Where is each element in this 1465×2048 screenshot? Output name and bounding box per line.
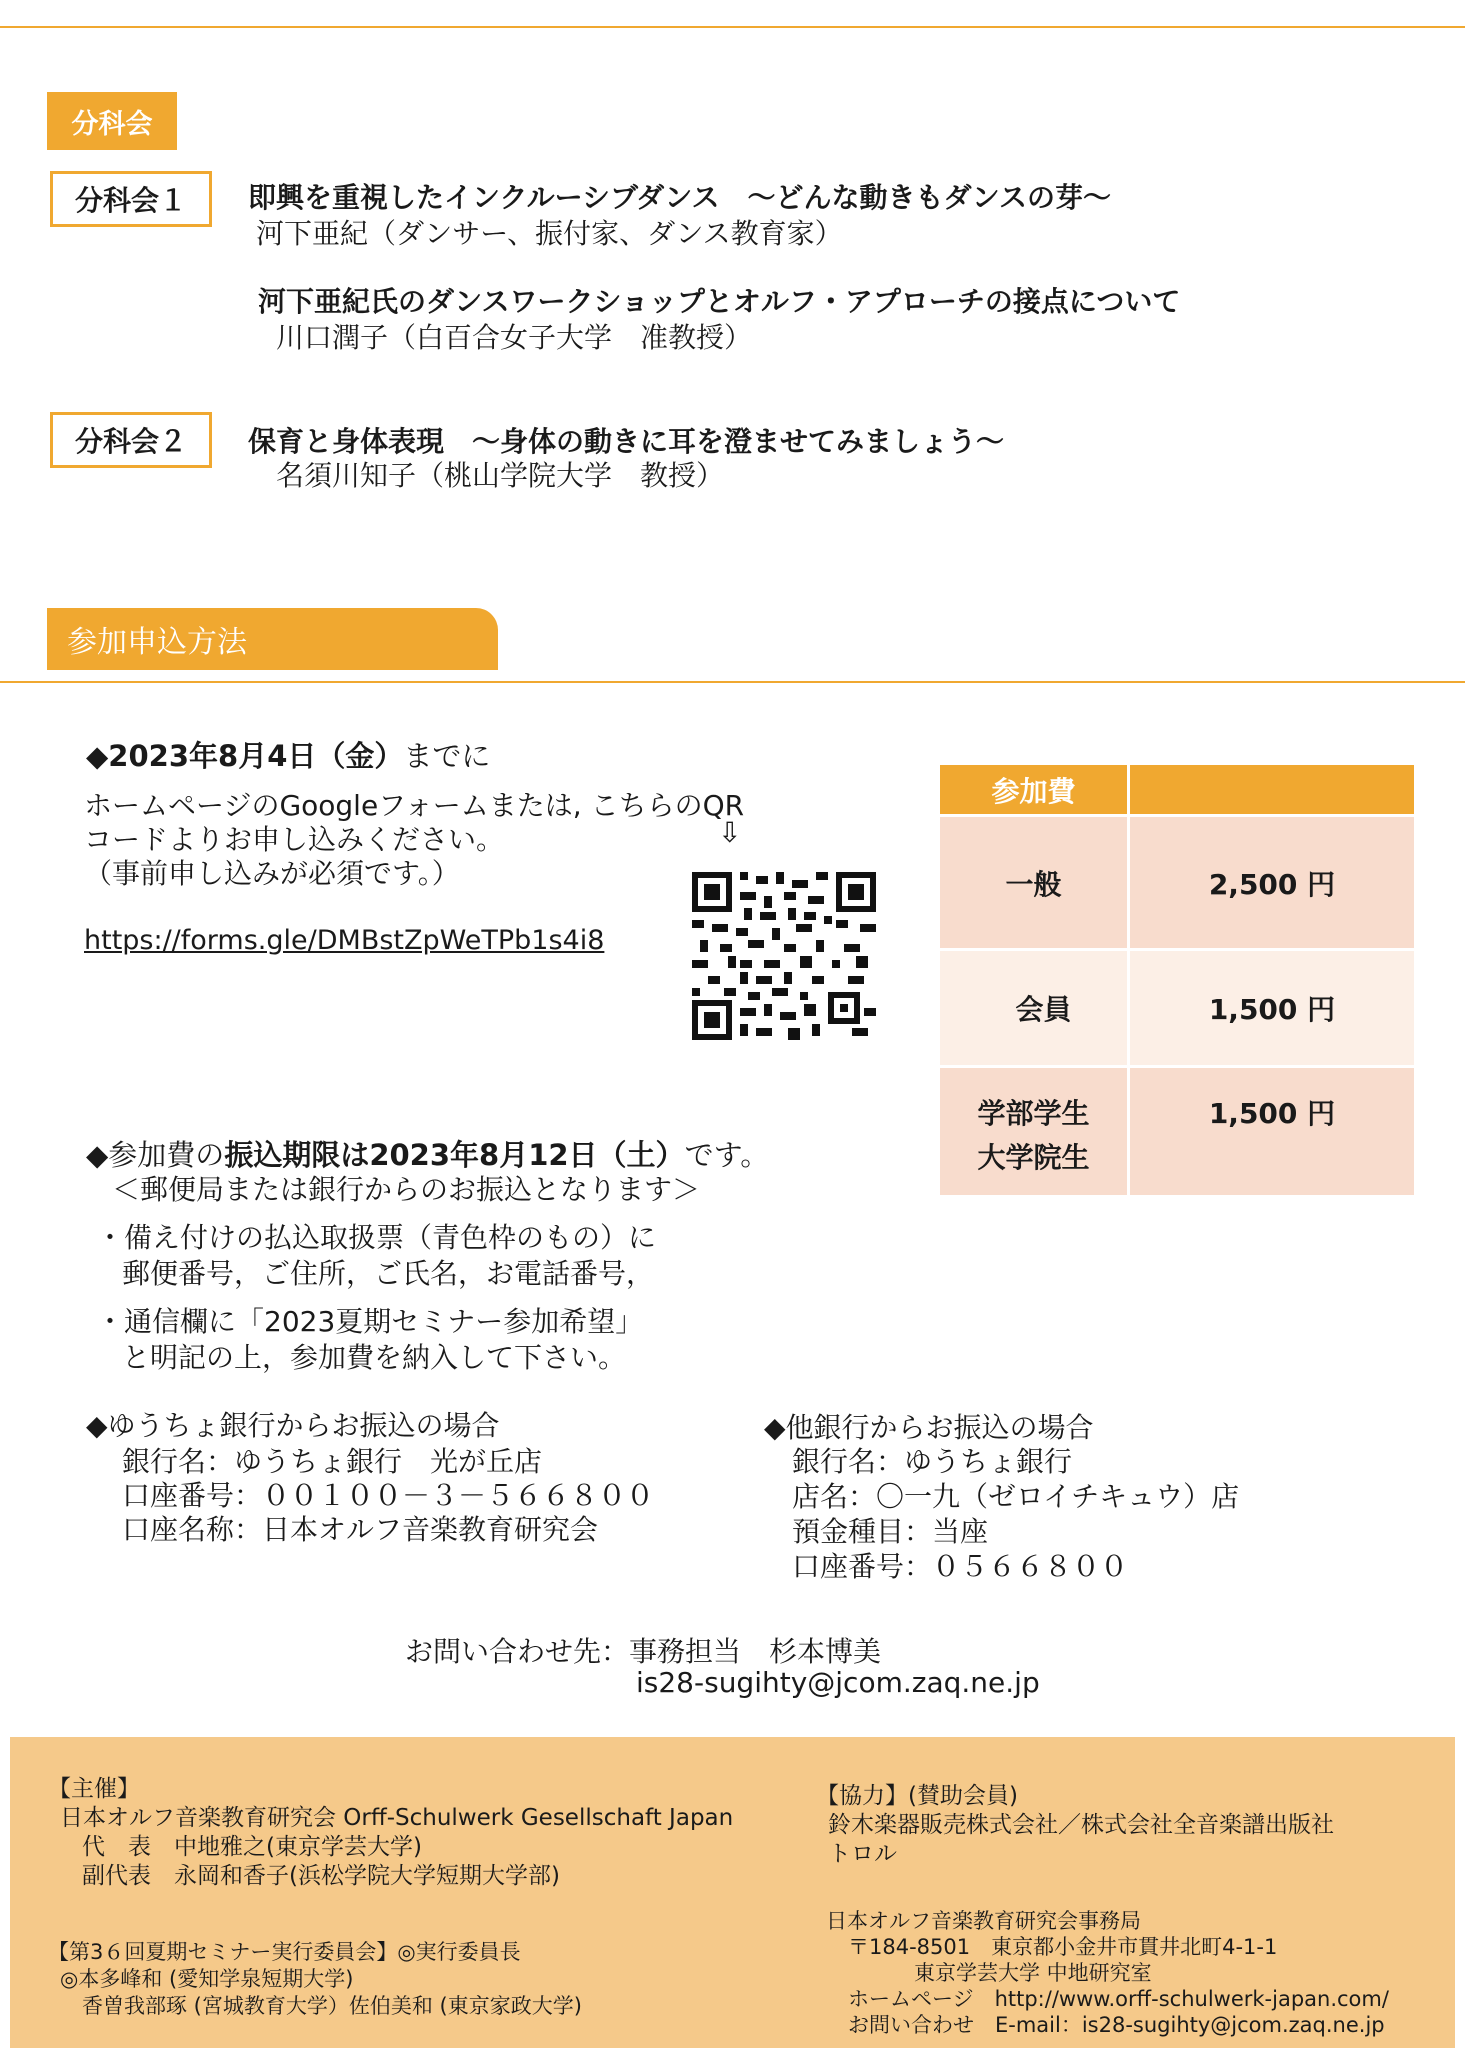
fee-label-general: 一般 [939,816,1129,950]
fee-header-empty [1129,764,1416,816]
bunkakai-1-title-2: 河下亜紀氏のダンスワークショップとオルフ・アプローチの接点について [258,285,1181,318]
fee-label-student-1: 学部学生 [977,1097,1090,1130]
support-title: 【協力】(賛助会員) [816,1783,1018,1809]
section-label-apply-text: 参加申込方法 [67,625,247,660]
qr-code-icon[interactable] [692,872,876,1040]
fee-label-student-2: 大学院生 [977,1141,1090,1174]
payment-deadline-date: 振込期限は2023年8月12日（土） [224,1138,685,1172]
apply-line-2: コードよりお申し込みください。 [84,823,505,856]
other-bank-account: 口座番号：０５６６８００ [792,1550,1129,1583]
apply-line-3: （事前申し込みが必須です。） [84,857,460,890]
host-line-2: 代 表 中地雅之(東京学芸大学) [82,1834,422,1860]
yucho-title: ◆ゆうちょ銀行からお振込の場合 [86,1409,500,1442]
office-line-3: 東京学芸大学 中地研究室 [914,1961,1152,1985]
office-homepage[interactable]: ホームページ http://www.orff-schulwerk-japan.com/ [848,1987,1389,2011]
section-label-bunkakai [47,92,177,150]
contact-email[interactable]: is28-sugihty@jcom.zaq.ne.jp [636,1666,1040,1699]
host-title: 【主催】 [48,1776,140,1802]
fee-label-member: 会員 [939,950,1129,1067]
fee-header-cell: 参加費 [939,764,1129,816]
payment-deadline-suffix: です。 [684,1138,770,1172]
apply-deadline [86,734,490,775]
committee-line-2: ◎本多峰和 (愛知学泉短期大学) [60,1967,354,1991]
fee-table-header [939,764,1416,816]
apply-deadline-suffix: までに [403,739,491,773]
fee-table [937,762,1417,1198]
other-bank-type: 預金種目：当座 [792,1515,989,1548]
bunkakai-2-label [50,412,212,468]
committee-line-3: 香曽我部琢 (宮城教育大学）佐伯美和 (東京家政大学) [82,1994,582,2018]
top-divider [0,26,1465,28]
bunkakai-2-label-text: 分科会２ [74,425,187,458]
support-line-1: 鈴木楽器販売株式会社／株式会社全音楽譜出版社 [828,1812,1334,1838]
other-bank-title: ◆他銀行からお振込の場合 [764,1411,1094,1444]
bunkakai-2-person: 名須川知子（桃山学院大学 教授） [276,459,725,492]
bunkakai-2-title: 保育と身体表現 ～身体の動きに耳を澄ませてみましょう～ [248,425,1005,458]
bunkakai-1-person-2: 川口潤子（白百合女子大学 准教授） [276,321,753,354]
apply-line-1: ホームページのGoogleフォームまたは, こちらのQR [84,789,745,822]
fee-value-member: 1,500 円 [1129,950,1416,1067]
section-label-text: 分科会 [71,108,153,140]
office-line-1: 日本オルフ音楽教育研究会事務局 [826,1909,1141,1933]
form-url-link[interactable]: https://forms.gle/DMBstZpWeTPb1s4i8 [84,925,605,956]
fee-value-general: 2,500 円 [1129,816,1416,950]
payment-deadline-prefix: ◆参加費の [86,1138,225,1172]
bunkakai-1-title: 即興を重視したインクルーシブダンス ～どんな動きもダンスの芽～ [248,181,1111,214]
yucho-account-name: 口座名称：日本オルフ音楽教育研究会 [122,1513,599,1546]
office-line-2: 〒184-8501 東京都小金井市貫井北町4-1-1 [848,1935,1278,1959]
host-line-3: 副代表 永岡和香子(浜松学院大学短期大学部) [82,1863,560,1889]
table-row [939,816,1416,950]
section-label-apply [47,608,498,670]
support-line-2: トロル [828,1841,897,1867]
yucho-bank-name: 銀行名：ゆうちょ銀行 光が丘店 [122,1445,543,1478]
payment-bullet-1b: 郵便番号，ご住所，ご氏名，お電話番号， [122,1257,655,1290]
host-line-1: 日本オルフ音楽教育研究会 Orff-Schulwerk Gesellschaft Japan [60,1805,734,1831]
yucho-account-number: 口座番号：００１００－３－５６６８００ [122,1479,655,1512]
fee-label-student [939,1067,1129,1197]
other-bank-name: 銀行名：ゆうちょ銀行 [792,1445,1073,1478]
other-bank-branch: 店名：〇一九（ゼロイチキュウ）店 [792,1480,1240,1513]
office-email[interactable]: お問い合わせ E-mail：is28-sugihty@jcom.zaq.ne.jp [848,2013,1385,2037]
apply-deadline-date: ◆2023年8月4日（金） [86,739,404,773]
footer [10,1737,1455,2048]
payment-bullet-1a: ・備え付けの払込取扱票（青色枠のもの）に [96,1221,657,1254]
payment-bullet-2b: と明記の上，参加費を納入して下さい。 [122,1341,627,1374]
fee-value-student: 1,500 円 [1129,1067,1416,1197]
committee-line-1: 【第3６回夏期セミナー実行委員会】◎実行委員長 [48,1940,521,1964]
apply-divider [0,681,1465,683]
table-row [939,1067,1416,1197]
down-arrow-icon: ⇩ [718,816,742,849]
contact-person: お問い合わせ先：事務担当 杉本博美 [405,1635,882,1668]
payment-bullet-2a: ・通信欄に「2023夏期セミナー参加希望」 [96,1305,644,1338]
table-row [939,950,1416,1067]
bunkakai-1-label [50,171,212,227]
bunkakai-1-person: 河下亜紀（ダンサー、振付家、ダンス教育家） [256,217,843,250]
payment-sub: ＜郵便局または銀行からのお振込となります＞ [112,1173,701,1206]
bunkakai-1-label-text: 分科会１ [74,184,187,217]
